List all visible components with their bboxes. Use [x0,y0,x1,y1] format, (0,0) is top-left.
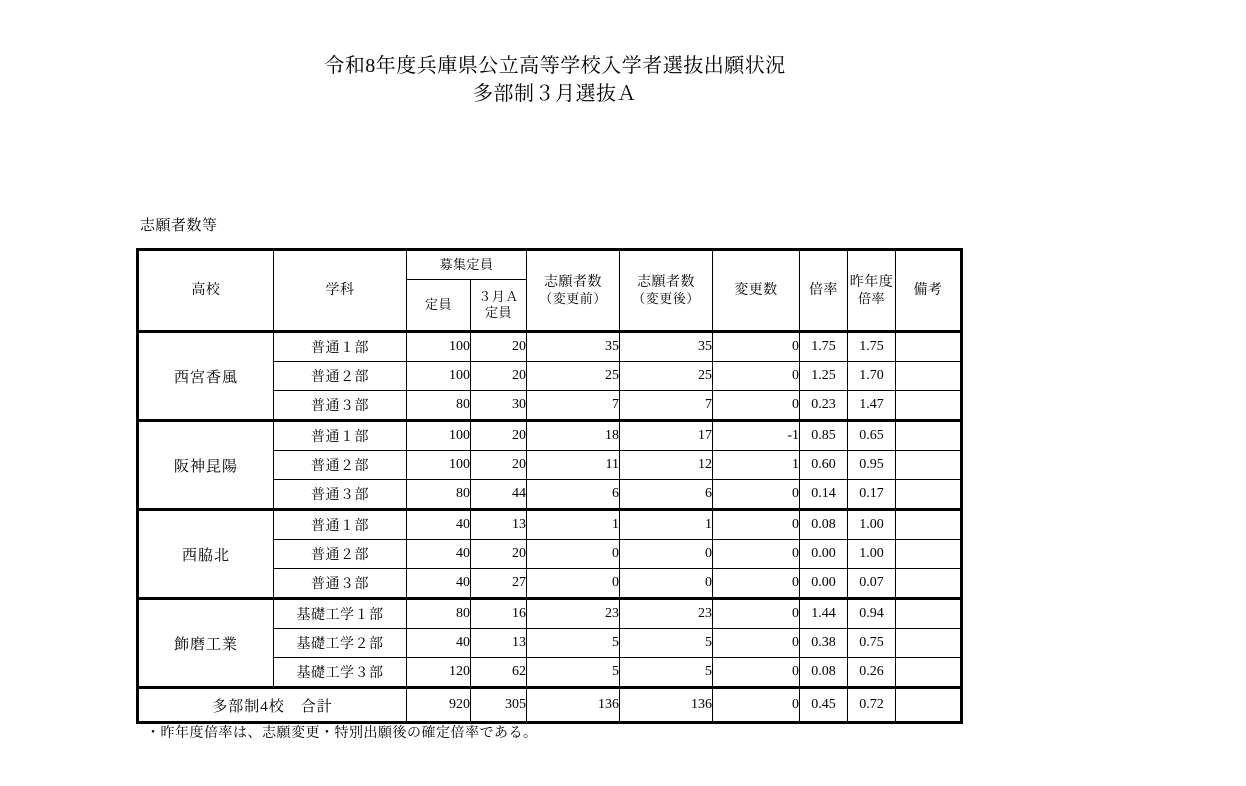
applicants-before-cell: 35 [527,332,620,362]
change-count-cell: 0 [713,362,800,391]
header-applicants-before-line2: （変更前） [539,291,607,307]
prev-ratio-cell: 1.70 [848,362,896,391]
header-school: 高校 [138,250,274,332]
prev-ratio-cell: 1.75 [848,332,896,362]
remarks-cell [896,569,962,599]
applicants-before-cell: 6 [527,480,620,510]
prev-ratio-cell: 0.75 [848,629,896,658]
applicants-before-cell: 0 [527,540,620,569]
department-cell: 普通２部 [274,451,407,480]
quota-total-cell: 80 [407,480,471,510]
change-count-cell: -1 [713,421,800,451]
total-row [138,688,962,723]
ratio-cell: 0.85 [800,421,848,451]
applicants-after-cell: 25 [620,362,713,391]
header-applicants-after-line2: （変更後） [632,291,700,307]
header-quota-total: 定員 [407,280,471,332]
footnote: ・昨年度倍率は、志願変更・特別出願後の確定倍率である。 [146,726,538,741]
department-cell: 基礎工学１部 [274,599,407,629]
applicants-after-cell: 7 [620,391,713,421]
quota-march-a-cell: 62 [471,658,527,688]
header-prev-ratio-line1: 昨年度 [849,274,894,290]
applicants-before-cell: 7 [527,391,620,421]
header-applicants-after [620,250,713,332]
quota-total-cell: 80 [407,599,471,629]
applicants-after-cell: 0 [620,540,713,569]
quota-march-a-cell: 13 [471,510,527,540]
table-header [138,250,962,332]
quota-march-a-cell: 20 [471,540,527,569]
table-row [138,599,962,629]
applicants-after-cell: 5 [620,658,713,688]
change-count-cell: 1 [713,451,800,480]
remarks-cell [896,421,962,451]
total-quota-march-a-cell: 305 [471,688,527,723]
department-cell: 普通３部 [274,569,407,599]
total-prev-ratio-cell: 0.72 [848,688,896,723]
ratio-cell: 0.08 [800,658,848,688]
applicants-before-cell: 1 [527,510,620,540]
applicants-table [136,248,963,724]
change-count-cell: 0 [713,480,800,510]
table-row [138,332,962,362]
header-quota-march-a-line1: ３月Ａ [478,289,519,305]
department-cell: 普通３部 [274,391,407,421]
quota-total-cell: 120 [407,658,471,688]
header-quota-group: 募集定員 [407,250,527,280]
applicants-before-cell: 11 [527,451,620,480]
header-applicants-after-line1: 志願者数 [637,274,695,290]
remarks-cell [896,599,962,629]
school-name-cell: 飾磨工業 [138,599,274,688]
change-count-cell: 0 [713,629,800,658]
ratio-cell: 0.08 [800,510,848,540]
title-line-1: 令和8年度兵庫県公立高等学校入学者選抜出願状況 [324,55,786,77]
header-row-1 [138,250,962,280]
quota-march-a-cell: 20 [471,332,527,362]
header-change-count: 変更数 [713,250,800,332]
header-department: 学科 [274,250,407,332]
total-label-cell: 多部制4校 合計 [138,688,407,723]
school-name-cell: 西脇北 [138,510,274,599]
ratio-cell: 0.00 [800,569,848,599]
total-change-count-cell: 0 [713,688,800,723]
title-line-2: 多部制３月選抜Ａ [473,83,637,106]
remarks-cell [896,391,962,421]
department-cell: 普通１部 [274,421,407,451]
prev-ratio-cell: 1.00 [848,540,896,569]
applicants-before-cell: 5 [527,629,620,658]
change-count-cell: 0 [713,391,800,421]
ratio-cell: 0.38 [800,629,848,658]
header-ratio: 倍率 [800,250,848,332]
quota-total-cell: 40 [407,629,471,658]
department-cell: 基礎工学２部 [274,629,407,658]
prev-ratio-cell: 0.65 [848,421,896,451]
department-cell: 基礎工学３部 [274,658,407,688]
ratio-cell: 1.25 [800,362,848,391]
page-title [0,52,1110,109]
applicants-after-cell: 35 [620,332,713,362]
applicants-after-cell: 0 [620,569,713,599]
remarks-cell [896,629,962,658]
remarks-cell [896,332,962,362]
applicants-before-cell: 5 [527,658,620,688]
prev-ratio-cell: 0.94 [848,599,896,629]
total-applicants-before-cell: 136 [527,688,620,723]
applicants-before-cell: 18 [527,421,620,451]
applicants-after-cell: 23 [620,599,713,629]
applicants-table-container [136,248,963,724]
quota-march-a-cell: 20 [471,362,527,391]
total-remarks-cell [896,688,962,723]
ratio-cell: 0.60 [800,451,848,480]
prev-ratio-cell: 1.00 [848,510,896,540]
quota-total-cell: 100 [407,332,471,362]
applicants-before-cell: 23 [527,599,620,629]
change-count-cell: 0 [713,569,800,599]
department-cell: 普通２部 [274,540,407,569]
applicants-after-cell: 6 [620,480,713,510]
quota-total-cell: 40 [407,510,471,540]
quota-total-cell: 100 [407,362,471,391]
ratio-cell: 1.44 [800,599,848,629]
department-cell: 普通３部 [274,480,407,510]
department-cell: 普通１部 [274,332,407,362]
prev-ratio-cell: 1.47 [848,391,896,421]
remarks-cell [896,362,962,391]
remarks-cell [896,451,962,480]
change-count-cell: 0 [713,332,800,362]
quota-march-a-cell: 44 [471,480,527,510]
applicants-after-cell: 17 [620,421,713,451]
header-applicants-before-line1: 志願者数 [544,274,602,290]
change-count-cell: 0 [713,658,800,688]
quota-march-a-cell: 27 [471,569,527,599]
prev-ratio-cell: 0.17 [848,480,896,510]
prev-ratio-cell: 0.95 [848,451,896,480]
header-prev-ratio-line2: 倍率 [857,291,885,307]
applicants-after-cell: 5 [620,629,713,658]
applicants-after-cell: 1 [620,510,713,540]
applicants-before-cell: 25 [527,362,620,391]
total-ratio-cell: 0.45 [800,688,848,723]
department-cell: 普通２部 [274,362,407,391]
prev-ratio-cell: 0.07 [848,569,896,599]
quota-total-cell: 40 [407,569,471,599]
total-applicants-after-cell: 136 [620,688,713,723]
applicants-before-cell: 0 [527,569,620,599]
quota-march-a-cell: 20 [471,421,527,451]
school-name-cell: 西宮香風 [138,332,274,421]
total-quota-total-cell: 920 [407,688,471,723]
quota-total-cell: 100 [407,421,471,451]
quota-total-cell: 100 [407,451,471,480]
applicants-after-cell: 12 [620,451,713,480]
ratio-cell: 0.00 [800,540,848,569]
ratio-cell: 0.14 [800,480,848,510]
change-count-cell: 0 [713,510,800,540]
quota-total-cell: 40 [407,540,471,569]
header-quota-march-a-line2: 定員 [484,305,512,320]
quota-march-a-cell: 16 [471,599,527,629]
school-name-cell: 阪神昆陽 [138,421,274,510]
ratio-cell: 0.23 [800,391,848,421]
remarks-cell [896,480,962,510]
header-remarks: 備考 [896,250,962,332]
quota-march-a-cell: 30 [471,391,527,421]
change-count-cell: 0 [713,540,800,569]
quota-total-cell: 80 [407,391,471,421]
table-row [138,510,962,540]
header-prev-ratio [848,250,896,332]
quota-march-a-cell: 20 [471,451,527,480]
quota-march-a-cell: 13 [471,629,527,658]
remarks-cell [896,510,962,540]
section-label: 志願者数等 [140,218,218,234]
ratio-cell: 1.75 [800,332,848,362]
prev-ratio-cell: 0.26 [848,658,896,688]
remarks-cell [896,540,962,569]
header-applicants-before [527,250,620,332]
table-body [138,332,962,723]
table-row [138,421,962,451]
remarks-cell [896,658,962,688]
change-count-cell: 0 [713,599,800,629]
header-quota-march-a [471,280,527,332]
department-cell: 普通１部 [274,510,407,540]
